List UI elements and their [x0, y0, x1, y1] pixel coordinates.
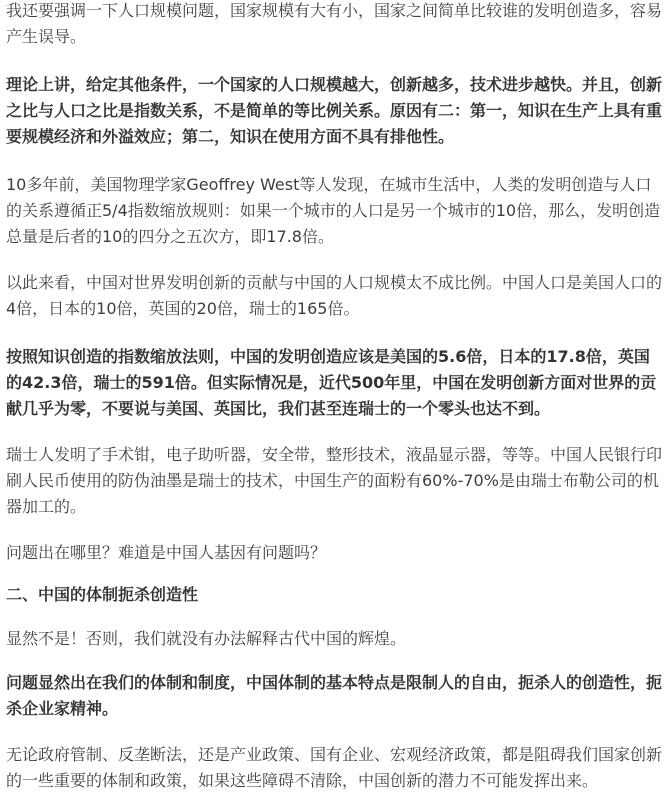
paragraph-population-ratio: 以此来看，中国对世界发明创新的贡献与中国的人口规模太不成比例。中国人口是美国人口的4倍，日本的10倍，英国的20倍，瑞士的165倍。: [6, 273, 663, 318]
section-heading-system: 二、中国的体制扼杀创造性: [6, 585, 199, 604]
paragraph-scaling-law-bold: 按照知识创造的指数缩放法则，中国的发明创造应该是美国的5.6倍，日本的17.8倍，英国的42.3倍，瑞士的591倍。但实际情况是，近代500年里，中国在发明创新方面对世界的贡献几乎为零，不要说与美国、英国比，我们甚至连瑞士的一个零头也达不到。: [6, 347, 657, 418]
paragraph-geoffrey-west: 10多年前，美国物理学家Geoffrey West等人发现，在城市生活中，人类的发明创造与人口的关系遵循正5/4指数缩放规则：如果一个城市的人口是另一个城市的10倍，那么，发明创造总量是后者的10的四分之五次方，即17.8倍。: [6, 175, 661, 246]
paragraph-system-bold: 问题显然出在我们的体制和制度，中国体制的基本特点是限制人的自由，扼杀人的创造性，扼杀企业家精神。: [6, 673, 663, 718]
paragraph-question: 问题出在哪里？难道是中国人基因有问题吗？: [6, 543, 327, 562]
paragraph-swiss-inventions: 瑞士人发明了手术钳，电子助听器，安全带，整形技术，液晶显示器，等等。中国人民银行印刷人民币使用的防伪油墨是瑞士的技术，中国生产的面粉有60%-70%是由瑞士布勒公司的机器加工的。: [6, 445, 663, 516]
paragraph-policy-obstacles: 无论政府管制、反垄断法，还是产业政策、国有企业、宏观经济政策，都是阻碍我们国家创新的一些重要的体制和政策，如果这些障碍不清除，中国创新的潜力不可能发挥出来。: [6, 745, 663, 790]
paragraph-population-scale: 我还要强调一下人口规模问题，国家规模有大有小，国家之间简单比较谁的发明创造多，容易产生误导。: [6, 1, 663, 46]
paragraph-ancient-china: 显然不是！否则，我们就没有办法解释古代中国的辉煌。: [6, 629, 407, 648]
paragraph-theory-bold: 理论上讲，给定其他条件，一个国家的人口规模越大，创新越多，技术进步越快。并且，创新之比与人口之比是指数关系，不是简单的等比例关系。原因有二：第一，知识在生产上具有重要规模经济和外溢效应；第二，知识在使用方面不具有排他性。: [6, 75, 663, 146]
